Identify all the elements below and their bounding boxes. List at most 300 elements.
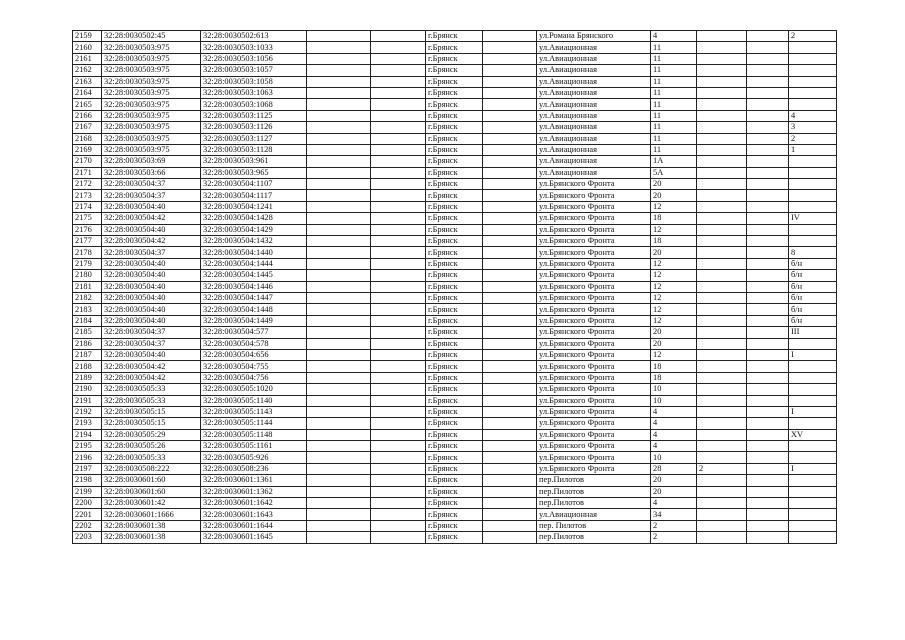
cell-building <box>697 441 747 452</box>
cell-row-number: 2176 <box>73 224 102 235</box>
cell-col-4 <box>307 31 371 42</box>
cell-col-7 <box>483 213 537 224</box>
cell-building <box>697 304 747 315</box>
cell-house-number: 20 <box>651 247 697 258</box>
cell-street: ул.Брянского Фронта <box>537 384 651 395</box>
cell-house-number: 18 <box>651 372 697 383</box>
cell-parcel-number: 32:28:0030504:40 <box>102 315 201 326</box>
cell-col-7 <box>483 65 537 76</box>
cell-object-number: 32:28:0030505:1020 <box>201 384 307 395</box>
cell-parcel-number: 32:28:0030504:40 <box>102 224 201 235</box>
cell-col-7 <box>483 429 537 440</box>
cell-row-number: 2167 <box>73 122 102 133</box>
table-row <box>73 144 837 155</box>
cell-house-number: 18 <box>651 361 697 372</box>
cell-unit <box>789 532 837 543</box>
cell-building <box>697 53 747 64</box>
cell-col-5 <box>371 42 426 53</box>
cell-building <box>697 338 747 349</box>
cell-row-number: 2165 <box>73 99 102 110</box>
cell-col-5 <box>371 406 426 417</box>
cell-parcel-number: 32:28:0030503:975 <box>102 144 201 155</box>
cell-unit <box>789 475 837 486</box>
cell-building <box>697 372 747 383</box>
table-row <box>73 498 837 509</box>
cell-object-number: 32:28:0030503:1058 <box>201 76 307 87</box>
cell-city: г.Брянск <box>426 361 483 372</box>
cell-col-7 <box>483 110 537 121</box>
cell-building <box>697 498 747 509</box>
cell-city: г.Брянск <box>426 292 483 303</box>
cell-city: г.Брянск <box>426 304 483 315</box>
cell-row-number: 2163 <box>73 76 102 87</box>
cell-unit: 1 <box>789 144 837 155</box>
table-row <box>73 281 837 292</box>
cell-unit <box>789 53 837 64</box>
table-row <box>73 179 837 190</box>
cell-unit: I <box>789 406 837 417</box>
cell-object-number: 32:28:0030504:1447 <box>201 292 307 303</box>
cell-col-7 <box>483 144 537 155</box>
table-row <box>73 156 837 167</box>
cell-city: г.Брянск <box>426 76 483 87</box>
cell-col-5 <box>371 76 426 87</box>
cell-col-5 <box>371 87 426 98</box>
cell-col-4 <box>307 110 371 121</box>
cell-street: ул.Авиационная <box>537 110 651 121</box>
cell-unit: I <box>789 463 837 474</box>
cell-col-4 <box>307 429 371 440</box>
cell-col-4 <box>307 406 371 417</box>
cell-object-number: 32:28:0030601:1361 <box>201 475 307 486</box>
cell-col-4 <box>307 463 371 474</box>
cell-street: ул.Брянского Фронта <box>537 463 651 474</box>
cell-city: г.Брянск <box>426 486 483 497</box>
cell-unit: 2 <box>789 31 837 42</box>
cell-col-5 <box>371 486 426 497</box>
cell-row-number: 2188 <box>73 361 102 372</box>
cell-unit: 4 <box>789 110 837 121</box>
cell-col-4 <box>307 42 371 53</box>
cell-street: ул.Брянского Фронта <box>537 224 651 235</box>
cell-city: г.Брянск <box>426 110 483 121</box>
cell-row-number: 2182 <box>73 292 102 303</box>
cell-unit: XV <box>789 429 837 440</box>
cell-col-4 <box>307 224 371 235</box>
cell-col-7 <box>483 201 537 212</box>
cell-col-7 <box>483 395 537 406</box>
cell-object-number: 32:28:0030505:1148 <box>201 429 307 440</box>
cell-city: г.Брянск <box>426 167 483 178</box>
cell-col-4 <box>307 247 371 258</box>
table-row <box>73 122 837 133</box>
cell-col-7 <box>483 304 537 315</box>
cell-col-4 <box>307 498 371 509</box>
cell-unit <box>789 65 837 76</box>
cell-parcel-number: 32:28:0030505:33 <box>102 384 201 395</box>
cell-parcel-number: 32:28:0030504:40 <box>102 304 201 315</box>
cell-house-number: 10 <box>651 384 697 395</box>
cell-object-number: 32:28:0030601:1645 <box>201 532 307 543</box>
cell-house-number: 12 <box>651 270 697 281</box>
cell-col-5 <box>371 418 426 429</box>
cell-building <box>697 31 747 42</box>
cell-col-11 <box>747 87 789 98</box>
cell-city: г.Брянск <box>426 509 483 520</box>
cell-parcel-number: 32:28:0030504:40 <box>102 349 201 360</box>
cell-col-5 <box>371 213 426 224</box>
cell-row-number: 2172 <box>73 179 102 190</box>
cell-house-number: 20 <box>651 327 697 338</box>
table-row <box>73 304 837 315</box>
cell-col-5 <box>371 156 426 167</box>
cell-parcel-number: 32:28:0030504:37 <box>102 338 201 349</box>
cell-col-4 <box>307 156 371 167</box>
cell-city: г.Брянск <box>426 384 483 395</box>
cell-street: ул.Брянского Фронта <box>537 406 651 417</box>
cell-house-number: 11 <box>651 99 697 110</box>
cell-col-11 <box>747 463 789 474</box>
cell-city: г.Брянск <box>426 247 483 258</box>
cell-parcel-number: 32:28:0030503:975 <box>102 99 201 110</box>
cell-building <box>697 429 747 440</box>
cell-col-7 <box>483 190 537 201</box>
cell-city: г.Брянск <box>426 42 483 53</box>
cell-building <box>697 65 747 76</box>
cell-street: пер.Пилотов <box>537 498 651 509</box>
cell-street: ул.Брянского Фронта <box>537 418 651 429</box>
cell-object-number: 32:28:0030504:1429 <box>201 224 307 235</box>
cell-col-7 <box>483 372 537 383</box>
cell-unit <box>789 201 837 212</box>
cell-object-number: 32:28:0030504:1448 <box>201 304 307 315</box>
cell-parcel-number: 32:28:0030505:15 <box>102 418 201 429</box>
cell-building <box>697 122 747 133</box>
cell-col-4 <box>307 338 371 349</box>
cell-object-number: 32:28:0030503:1068 <box>201 99 307 110</box>
cell-building <box>697 475 747 486</box>
cell-building <box>697 76 747 87</box>
cell-col-5 <box>371 304 426 315</box>
cell-col-5 <box>371 258 426 269</box>
cell-unit <box>789 452 837 463</box>
cell-parcel-number: 32:28:0030504:40 <box>102 201 201 212</box>
cell-col-7 <box>483 42 537 53</box>
table-row <box>73 53 837 64</box>
cell-col-11 <box>747 349 789 360</box>
cell-street: ул.Авиационная <box>537 65 651 76</box>
cell-house-number: 5А <box>651 167 697 178</box>
cell-col-5 <box>371 475 426 486</box>
cell-col-5 <box>371 31 426 42</box>
cell-col-11 <box>747 509 789 520</box>
cell-col-4 <box>307 76 371 87</box>
cell-building <box>697 384 747 395</box>
cell-col-11 <box>747 441 789 452</box>
table-row <box>73 406 837 417</box>
cell-house-number: 12 <box>651 304 697 315</box>
cell-unit: б/н <box>789 315 837 326</box>
cell-col-4 <box>307 327 371 338</box>
cell-house-number: 18 <box>651 236 697 247</box>
cell-building <box>697 133 747 144</box>
cell-building <box>697 486 747 497</box>
cell-unit <box>789 179 837 190</box>
cell-city: г.Брянск <box>426 372 483 383</box>
cell-col-11 <box>747 31 789 42</box>
table-row <box>73 133 837 144</box>
cell-building <box>697 213 747 224</box>
table-row <box>73 361 837 372</box>
cell-object-number: 32:28:0030601:1644 <box>201 520 307 531</box>
cell-city: г.Брянск <box>426 338 483 349</box>
cell-col-5 <box>371 190 426 201</box>
table-row <box>73 31 837 42</box>
cell-building <box>697 452 747 463</box>
cell-object-number: 32:28:0030504:1440 <box>201 247 307 258</box>
cell-col-7 <box>483 327 537 338</box>
cell-col-11 <box>747 236 789 247</box>
cell-street: ул.Авиационная <box>537 76 651 87</box>
cell-row-number: 2159 <box>73 31 102 42</box>
cell-col-11 <box>747 292 789 303</box>
cell-house-number: 4 <box>651 498 697 509</box>
cell-row-number: 2171 <box>73 167 102 178</box>
registry-table <box>72 30 837 544</box>
cell-street: ул.Брянского Фронта <box>537 213 651 224</box>
cell-unit <box>789 418 837 429</box>
cell-parcel-number: 32:28:0030505:26 <box>102 441 201 452</box>
table-row <box>73 463 837 474</box>
cell-col-5 <box>371 236 426 247</box>
cell-object-number: 32:28:0030504:755 <box>201 361 307 372</box>
cell-col-5 <box>371 53 426 64</box>
cell-row-number: 2195 <box>73 441 102 452</box>
cell-parcel-number: 32:28:0030503:975 <box>102 76 201 87</box>
cell-unit <box>789 87 837 98</box>
cell-house-number: 10 <box>651 395 697 406</box>
cell-col-7 <box>483 236 537 247</box>
cell-building <box>697 292 747 303</box>
cell-house-number: 2 <box>651 532 697 543</box>
cell-house-number: 4 <box>651 429 697 440</box>
cell-city: г.Брянск <box>426 258 483 269</box>
table-row <box>73 429 837 440</box>
cell-street: ул.Брянского Фронта <box>537 395 651 406</box>
cell-col-5 <box>371 452 426 463</box>
cell-col-4 <box>307 475 371 486</box>
cell-col-11 <box>747 76 789 87</box>
cell-house-number: 4 <box>651 418 697 429</box>
cell-house-number: 11 <box>651 87 697 98</box>
cell-building <box>697 190 747 201</box>
cell-city: г.Брянск <box>426 418 483 429</box>
cell-unit: 2 <box>789 133 837 144</box>
cell-house-number: 12 <box>651 201 697 212</box>
cell-col-4 <box>307 418 371 429</box>
cell-building <box>697 258 747 269</box>
cell-building <box>697 509 747 520</box>
cell-city: г.Брянск <box>426 213 483 224</box>
cell-col-4 <box>307 520 371 531</box>
cell-col-5 <box>371 144 426 155</box>
cell-col-7 <box>483 292 537 303</box>
cell-col-7 <box>483 406 537 417</box>
cell-col-5 <box>371 338 426 349</box>
cell-object-number: 32:28:0030601:1643 <box>201 509 307 520</box>
cell-col-5 <box>371 498 426 509</box>
cell-house-number: 12 <box>651 315 697 326</box>
cell-col-5 <box>371 327 426 338</box>
cell-parcel-number: 32:28:0030504:42 <box>102 361 201 372</box>
cell-parcel-number: 32:28:0030601:38 <box>102 532 201 543</box>
cell-col-4 <box>307 65 371 76</box>
cell-col-11 <box>747 247 789 258</box>
cell-col-5 <box>371 509 426 520</box>
table-row <box>73 384 837 395</box>
cell-col-11 <box>747 520 789 531</box>
cell-row-number: 2196 <box>73 452 102 463</box>
cell-house-number: 20 <box>651 190 697 201</box>
cell-house-number: 34 <box>651 509 697 520</box>
cell-street: ул.Брянского Фронта <box>537 361 651 372</box>
cell-street: ул.Авиационная <box>537 122 651 133</box>
cell-street: ул.Брянского Фронта <box>537 304 651 315</box>
cell-unit <box>789 384 837 395</box>
cell-col-4 <box>307 452 371 463</box>
cell-city: г.Брянск <box>426 406 483 417</box>
cell-object-number: 32:28:0030504:1428 <box>201 213 307 224</box>
table-row <box>73 441 837 452</box>
cell-object-number: 32:28:0030508:236 <box>201 463 307 474</box>
cell-col-11 <box>747 53 789 64</box>
cell-col-7 <box>483 338 537 349</box>
cell-parcel-number: 32:28:0030601:38 <box>102 520 201 531</box>
registry-table-body <box>73 31 837 544</box>
cell-street: ул.Брянского Фронта <box>537 201 651 212</box>
cell-col-4 <box>307 201 371 212</box>
cell-row-number: 2169 <box>73 144 102 155</box>
cell-city: г.Брянск <box>426 281 483 292</box>
cell-city: г.Брянск <box>426 122 483 133</box>
table-row <box>73 509 837 520</box>
cell-street: ул.Авиационная <box>537 509 651 520</box>
cell-house-number: 11 <box>651 53 697 64</box>
cell-street: ул.Брянского Фронта <box>537 190 651 201</box>
cell-house-number: 2 <box>651 520 697 531</box>
cell-col-4 <box>307 349 371 360</box>
cell-col-5 <box>371 133 426 144</box>
cell-col-11 <box>747 327 789 338</box>
cell-col-5 <box>371 372 426 383</box>
cell-col-11 <box>747 418 789 429</box>
cell-unit <box>789 190 837 201</box>
table-row <box>73 87 837 98</box>
cell-city: г.Брянск <box>426 190 483 201</box>
cell-unit <box>789 156 837 167</box>
cell-object-number: 32:28:0030504:756 <box>201 372 307 383</box>
cell-col-4 <box>307 270 371 281</box>
cell-col-11 <box>747 304 789 315</box>
cell-unit <box>789 361 837 372</box>
cell-city: г.Брянск <box>426 236 483 247</box>
cell-row-number: 2170 <box>73 156 102 167</box>
cell-col-5 <box>371 247 426 258</box>
cell-unit <box>789 441 837 452</box>
table-row <box>73 201 837 212</box>
cell-object-number: 32:28:0030504:1117 <box>201 190 307 201</box>
cell-parcel-number: 32:28:0030503:975 <box>102 122 201 133</box>
cell-parcel-number: 32:28:0030503:975 <box>102 110 201 121</box>
table-row <box>73 258 837 269</box>
cell-row-number: 2193 <box>73 418 102 429</box>
cell-col-4 <box>307 384 371 395</box>
cell-street: пер.Пилотов <box>537 475 651 486</box>
cell-row-number: 2199 <box>73 486 102 497</box>
cell-col-5 <box>371 110 426 121</box>
cell-col-11 <box>747 224 789 235</box>
table-row <box>73 372 837 383</box>
cell-parcel-number: 32:28:0030601:1666 <box>102 509 201 520</box>
cell-parcel-number: 32:28:0030504:37 <box>102 327 201 338</box>
cell-col-4 <box>307 236 371 247</box>
cell-city: г.Брянск <box>426 156 483 167</box>
cell-row-number: 2201 <box>73 509 102 520</box>
cell-row-number: 2180 <box>73 270 102 281</box>
cell-col-11 <box>747 213 789 224</box>
cell-house-number: 28 <box>651 463 697 474</box>
cell-row-number: 2189 <box>73 372 102 383</box>
cell-col-7 <box>483 122 537 133</box>
cell-parcel-number: 32:28:0030504:40 <box>102 281 201 292</box>
cell-house-number: 20 <box>651 179 697 190</box>
cell-building <box>697 361 747 372</box>
cell-row-number: 2191 <box>73 395 102 406</box>
cell-col-11 <box>747 315 789 326</box>
cell-col-7 <box>483 224 537 235</box>
cell-parcel-number: 32:28:0030504:37 <box>102 190 201 201</box>
cell-unit <box>789 99 837 110</box>
table-row <box>73 99 837 110</box>
cell-street: ул.Авиационная <box>537 53 651 64</box>
cell-parcel-number: 32:28:0030505:29 <box>102 429 201 440</box>
table-row <box>73 349 837 360</box>
cell-col-4 <box>307 53 371 64</box>
cell-col-7 <box>483 87 537 98</box>
cell-col-7 <box>483 156 537 167</box>
cell-col-4 <box>307 361 371 372</box>
cell-unit <box>789 338 837 349</box>
cell-col-5 <box>371 201 426 212</box>
cell-row-number: 2184 <box>73 315 102 326</box>
cell-col-7 <box>483 486 537 497</box>
cell-col-7 <box>483 53 537 64</box>
cell-unit <box>789 395 837 406</box>
cell-street: ул.Брянского Фронта <box>537 247 651 258</box>
cell-city: г.Брянск <box>426 31 483 42</box>
cell-object-number: 32:28:0030503:965 <box>201 167 307 178</box>
cell-col-4 <box>307 190 371 201</box>
cell-col-4 <box>307 144 371 155</box>
cell-building <box>697 418 747 429</box>
cell-building <box>697 247 747 258</box>
cell-row-number: 2162 <box>73 65 102 76</box>
cell-col-11 <box>747 270 789 281</box>
cell-col-7 <box>483 361 537 372</box>
cell-col-7 <box>483 247 537 258</box>
cell-col-11 <box>747 167 789 178</box>
cell-col-11 <box>747 429 789 440</box>
